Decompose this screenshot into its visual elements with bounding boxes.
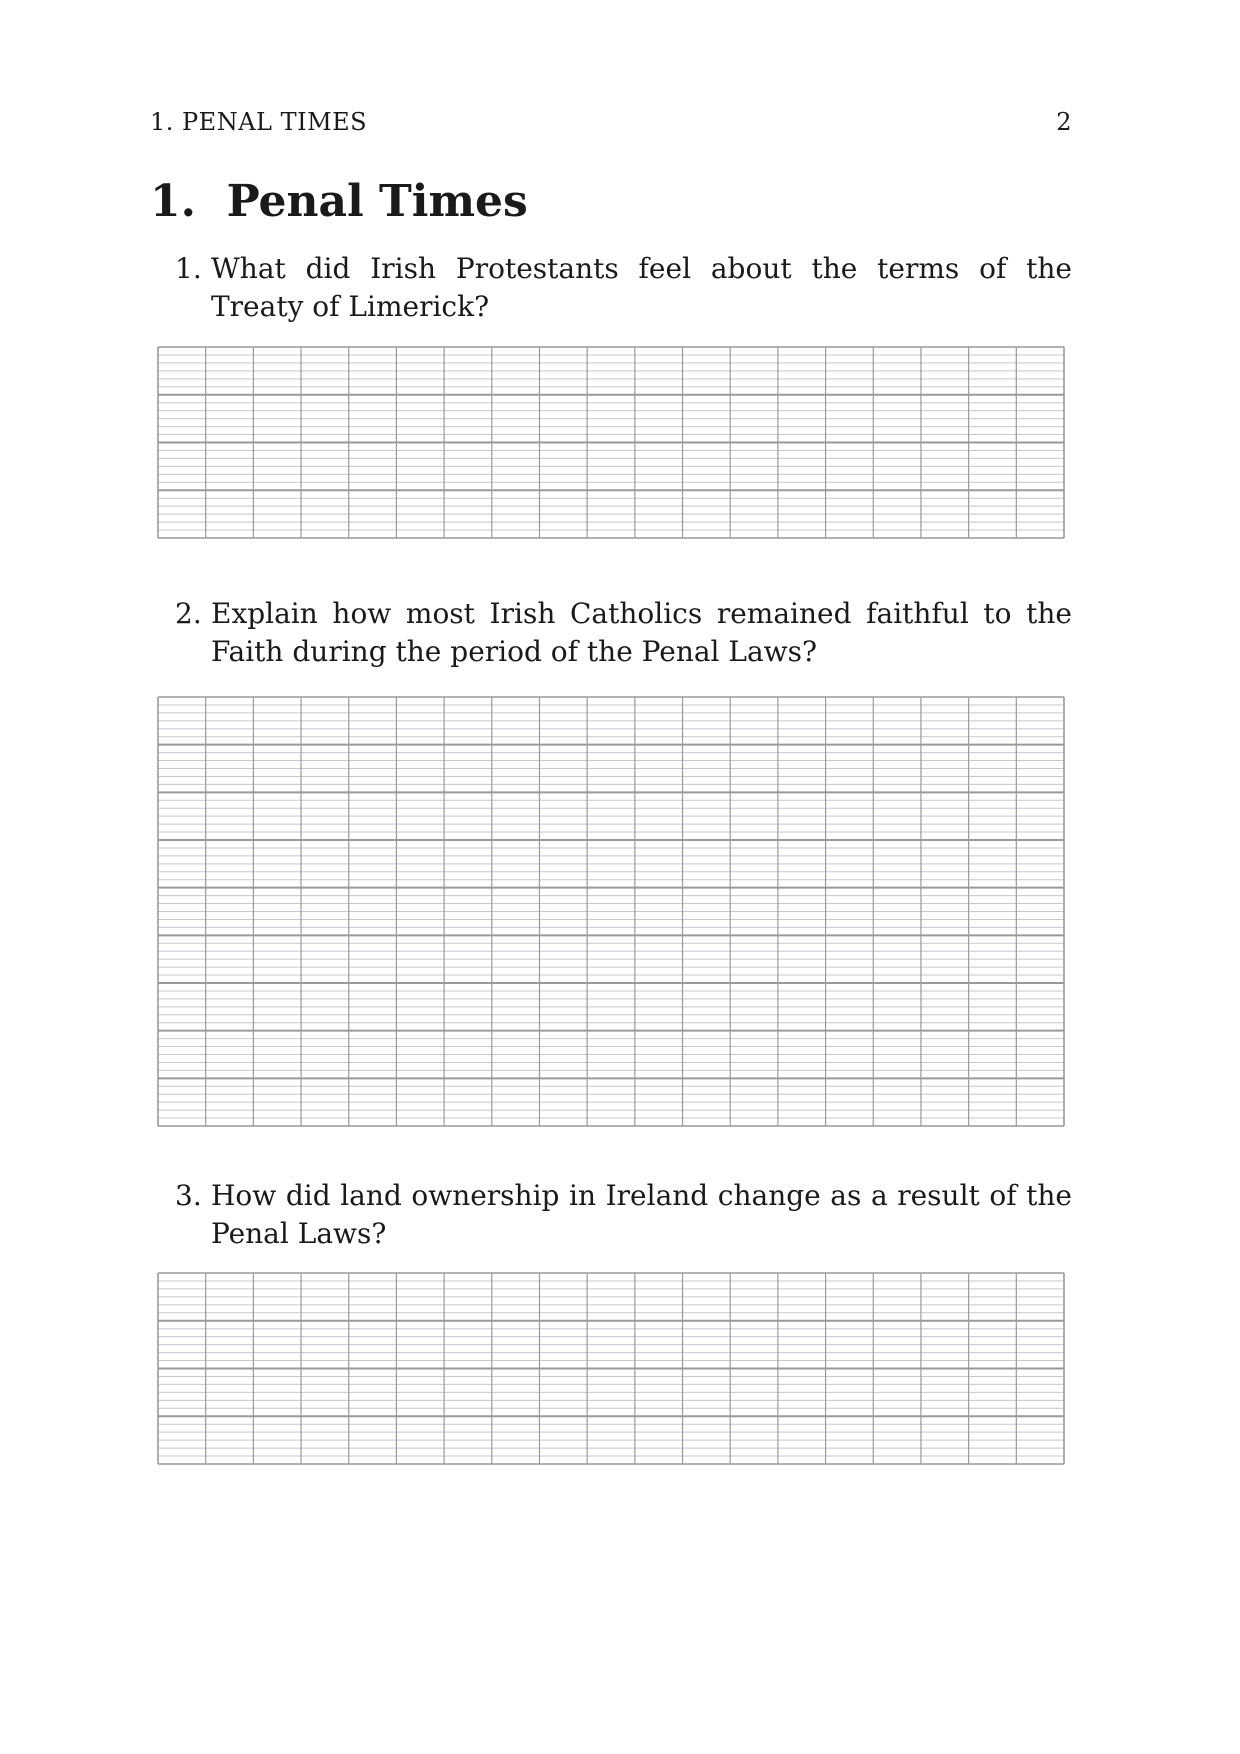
- question-text: How did land ownership in Ireland change as a result of the Penal Laws?: [211, 1179, 1072, 1250]
- section-number: 1.: [150, 176, 196, 227]
- answer-grid-2[interactable]: [157, 696, 1065, 1127]
- question-text: Explain how most Irish Catholics remained faithful to the Faith during the period of the Penal Laws?: [211, 597, 1072, 668]
- question-number: 1.: [175, 252, 202, 285]
- running-head: [150, 108, 1072, 136]
- running-title: 1. PENAL TIMES: [150, 108, 368, 136]
- question-1: [175, 250, 1072, 326]
- question-3: [175, 1177, 1072, 1253]
- section-title-text: Penal Times: [226, 176, 528, 227]
- question-text: What did Irish Protestants feel about the terms of the Treaty of Limerick?: [211, 252, 1072, 323]
- question-number: 3.: [175, 1179, 202, 1212]
- answer-grid-1[interactable]: [157, 346, 1065, 539]
- answer-grid-3[interactable]: [157, 1272, 1065, 1465]
- question-2: [175, 595, 1072, 671]
- question-number: 2.: [175, 597, 202, 630]
- page-number: 2: [1056, 108, 1072, 136]
- section-title: [150, 176, 528, 227]
